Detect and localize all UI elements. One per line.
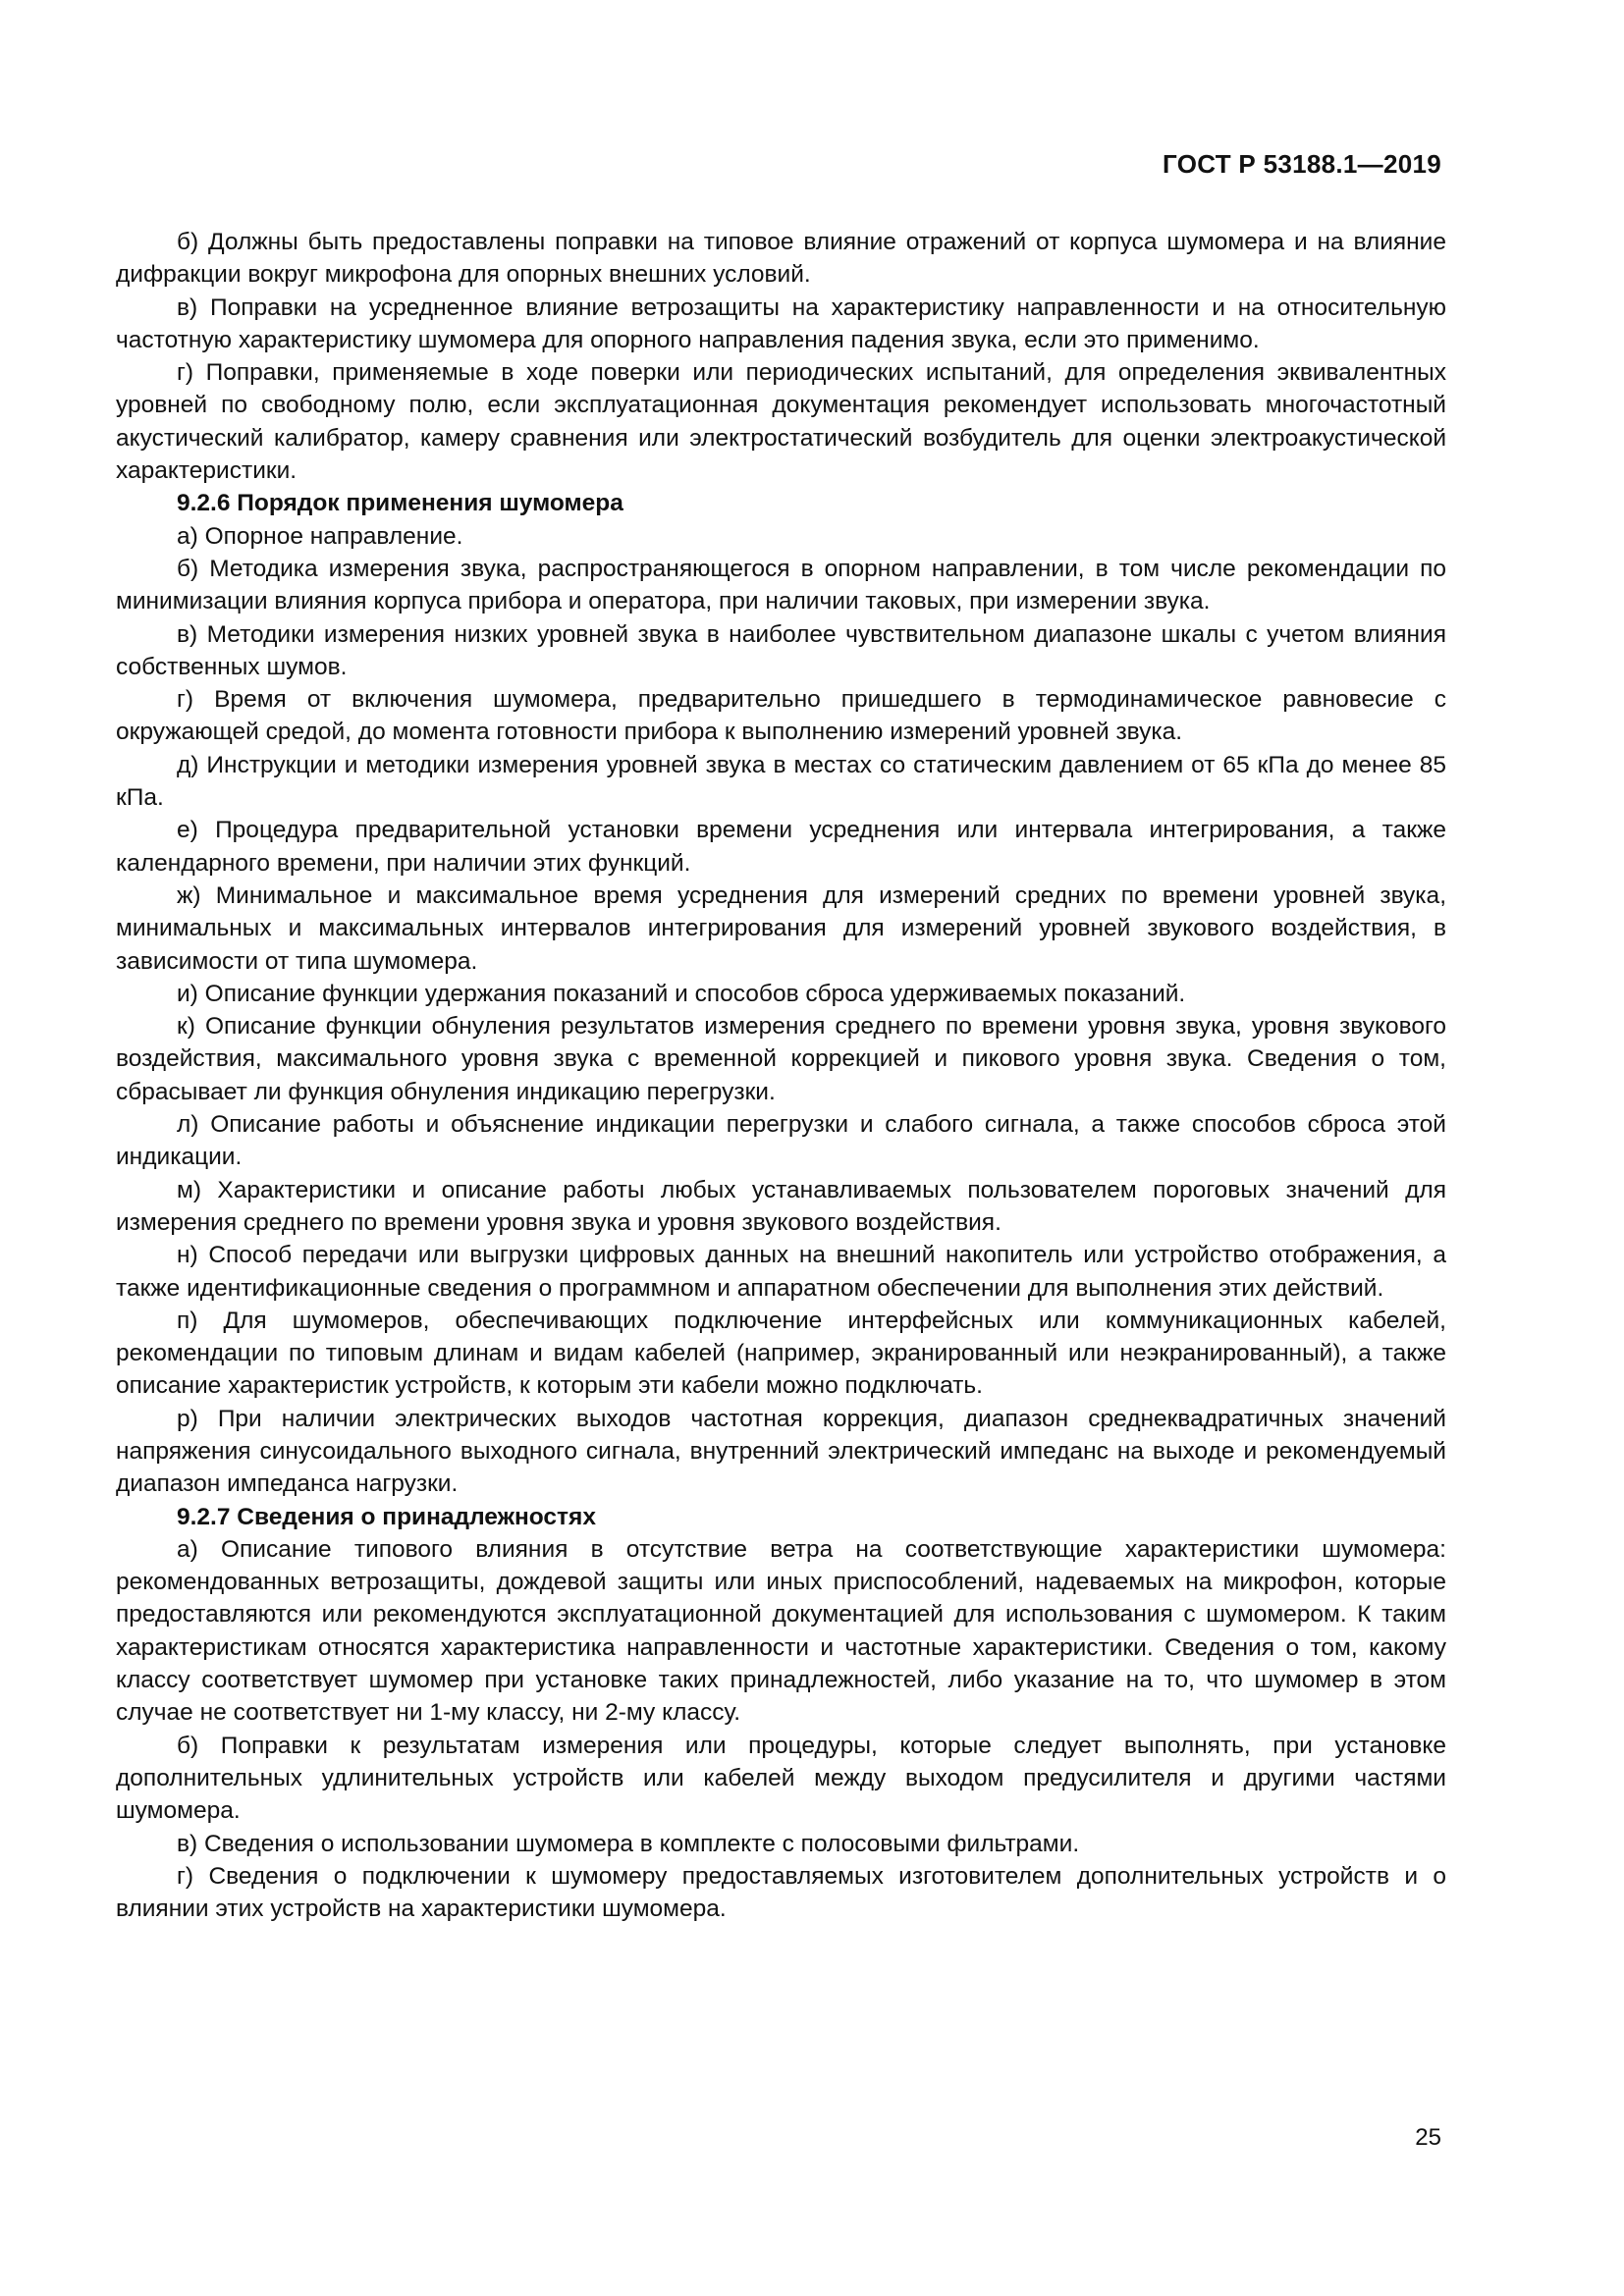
paragraph: в) Сведения о использовании шумомера в комплекте с полосовыми фильтрами. (177, 1830, 1080, 1857)
paragraph: б) Поправки к результатам измерения или процедуры, которые следует выполнять, при установке дополнительных удлинительных устройств или кабелей между выходом предусилителя и другими частями шумомера. (116, 1732, 1446, 1825)
paragraph: б) Должны быть предоставлены поправки на типовое влияние отражений от корпуса шумомера и на влияние дифракции вокруг микрофона для опорных внешних условий. (116, 229, 1446, 289)
paragraph: г) Сведения о подключении к шумомеру предоставляемых изготовителем дополнительных устройств и о влиянии этих устройств на характеристики шумомера. (116, 1862, 1446, 1923)
paragraph: и) Описание функции удержания показаний и способов сброса удерживаемых показаний. (177, 980, 1186, 1007)
paragraph: ж) Минимальное и максимальное время усреднения для измерений средних по времени уровней звука, минимальных и максимальных интервалов интегрирования для измерений уровней звукового воздействия, в зависимости от типа шумомера. (116, 881, 1446, 975)
paragraph: г) Поправки, применяемые в ходе поверки или периодических испытаний, для определения эквивалентных уровней по свободному полю, если эксплуатационная документация рекомендует использовать многочастотный акустический калибратор, камеру сравнения или электростатический возбудитель для оценки электроакустической характеристики. (116, 359, 1446, 485)
paragraph: н) Способ передачи или выгрузки цифровых данных на внешний накопитель или устройство отображения, а также идентификационные сведения о программном и аппаратном обеспечении для выполнения этих действий. (116, 1242, 1446, 1302)
paragraph: п) Для шумомеров, обеспечивающих подключение интерфейсных или коммуникационных кабелей, рекомендации по типовым длинам и видам кабелей (например, экранированный или неэкранированный), а также описание характеристик устройств, к которым эти кабели можно подключать. (116, 1307, 1446, 1400)
paragraph: к) Описание функции обнуления результатов измерения среднего по времени уровня звука, уровня звукового воздействия, максимального уровня звука с временной коррекцией и пикового уровня звука. Сведения о том, сбрасывает ли функция обнуления индикацию перегрузки. (116, 1013, 1446, 1105)
section-heading-9-2-7: 9.2.7 Сведения о принадлежностях (177, 1503, 596, 1530)
paragraph: д) Инструкции и методики измерения уровней звука в местах со статическим давлением от 65 кПа до менее 85 кПа. (116, 751, 1446, 812)
paragraph: р) При наличии электрических выходов частотная коррекция, диапазон среднеквадратичных значений напряжения синусоидального выходного сигнала, внутренний электрический импеданс на выходе и рекомендуемый диапазон импеданса нагрузки. (116, 1405, 1446, 1498)
section-heading-9-2-6: 9.2.6 Порядок применения шумомера (177, 490, 623, 517)
paragraph: а) Описание типового влияния в отсутствие ветра на соответствующие характеристики шумомера: рекомендованных ветрозащиты, дождевой защиты или иных приспособлений, надеваемых на микрофон, которые предоставляются или рекомендуются эксплуатационной документацией для использования с шумомером. К таким характеристикам относятся характеристика направленности и частотные характеристики. Сведения о том, какому классу соответствует шумомер при установке таких принадлежностей, либо указание на то, что шумомер в этом случае не соответствует ни 1-му классу, ни 2-му классу. (116, 1535, 1446, 1727)
paragraph: е) Процедура предварительной установки времени усреднения или интервала интегрирования, а также календарного времени, при наличии этих функций. (116, 817, 1446, 877)
paragraph: а) Опорное направление. (177, 522, 463, 550)
paragraph: л) Описание работы и объяснение индикации перегрузки и слабого сигнала, а также способов сброса этой индикации. (116, 1111, 1446, 1171)
document-code-header: ГОСТ Р 53188.1—2019 (1163, 149, 1441, 179)
paragraph: г) Время от включения шумомера, предварительно пришедшего в термодинамическое равновесие с окружающей средой, до момента готовности прибора к выполнению измерений уровней звука. (116, 686, 1446, 746)
paragraph: б) Методика измерения звука, распространяющегося в опорном направлении, в том числе рекомендации по минимизации влияния корпуса прибора и оператора, при наличии таковых, при измерении звука. (116, 555, 1446, 615)
document-body (116, 226, 1446, 1925)
paragraph: м) Характеристики и описание работы любых устанавливаемых пользователем пороговых значений для измерения среднего по времени уровня звука и уровня звукового воздействия. (116, 1176, 1446, 1236)
paragraph: в) Методики измерения низких уровней звука в наиболее чувствительном диапазоне шкалы с учетом влияния собственных шумов. (116, 620, 1446, 680)
paragraph: в) Поправки на усредненное влияние ветрозащиты на характеристику направленности и на относительную частотную характеристику шумомера для опорного направления падения звука, если это применимо. (116, 294, 1446, 353)
page-number: 25 (1415, 2124, 1441, 2151)
